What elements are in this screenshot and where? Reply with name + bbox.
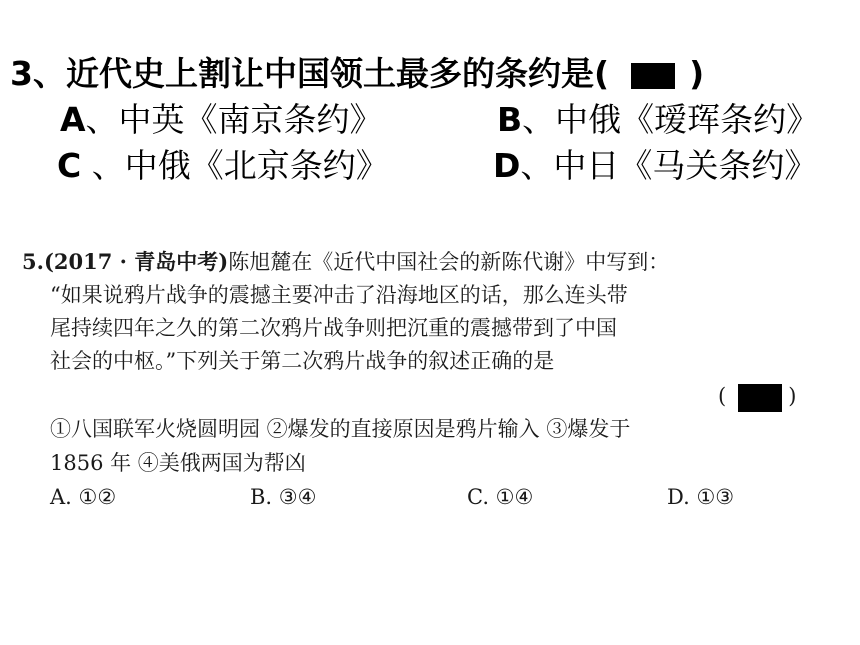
q3-option-a: [60, 100, 383, 140]
q5-option-a: A. ①②: [50, 485, 117, 509]
q3-option-a-letter: A: [60, 100, 86, 139]
q3-option-b-text: 、中俄《瑷珲条约》: [522, 100, 820, 139]
q3-answer-blank: [631, 63, 675, 89]
q3-option-b-letter: B: [497, 100, 523, 139]
q5-source: (2017 · 青岛中考): [43, 249, 229, 274]
q5-line-2: “如果说鸦片战争的震撼主要冲击了沿海地区的话，那么连头带: [50, 283, 628, 307]
q5-paren-open: (: [718, 384, 727, 408]
q5-line-1: [22, 247, 669, 277]
q3-option-b: [497, 100, 819, 140]
q3-number: 3: [10, 54, 33, 93]
q5-statements-2: 1856 年 ④美俄两国为帮凶: [50, 451, 306, 475]
q3-stem-close: ): [689, 54, 705, 93]
q5-line-3: 尾持续四年之久的第二次鸦片战争则把沉重的震撼带到了中国: [50, 316, 617, 340]
q5-paren-close: ): [788, 384, 797, 408]
q5-answer-blank: [738, 384, 782, 412]
q3-option-c-letter: C: [57, 146, 82, 185]
q3-option-c-text: 、中俄《北京条约》: [81, 146, 389, 185]
q5-option-c: C. ①④: [467, 485, 534, 509]
q5-number: 5.: [22, 249, 44, 274]
q3-option-d-letter: D: [493, 146, 521, 185]
q5-option-b: B. ③④: [250, 485, 317, 509]
q5-line1-text: 陈旭麓在《近代中国社会的新陈代谢》中写到：: [228, 250, 670, 274]
q5-statements-1: ①八国联军火烧圆明园 ②爆发的直接原因是鸦片输入 ③爆发于: [50, 417, 631, 441]
q3-stem: [10, 54, 704, 94]
q3-option-d-text: 、中日《马关条约》: [520, 146, 818, 185]
q3-option-c: [57, 146, 389, 186]
q5-line-4: 社会的中枢。”下列关于第二次鸦片战争的叙述正确的是: [50, 349, 555, 373]
q5-answer-paren: [718, 381, 796, 412]
q3-option-d: [493, 146, 817, 186]
q3-stem-text: 、近代史上割让中国领土最多的条约是(: [32, 54, 610, 93]
q3-option-a-text: 、中英《南京条约》: [85, 100, 383, 139]
q5-option-d: D. ①③: [667, 485, 735, 509]
